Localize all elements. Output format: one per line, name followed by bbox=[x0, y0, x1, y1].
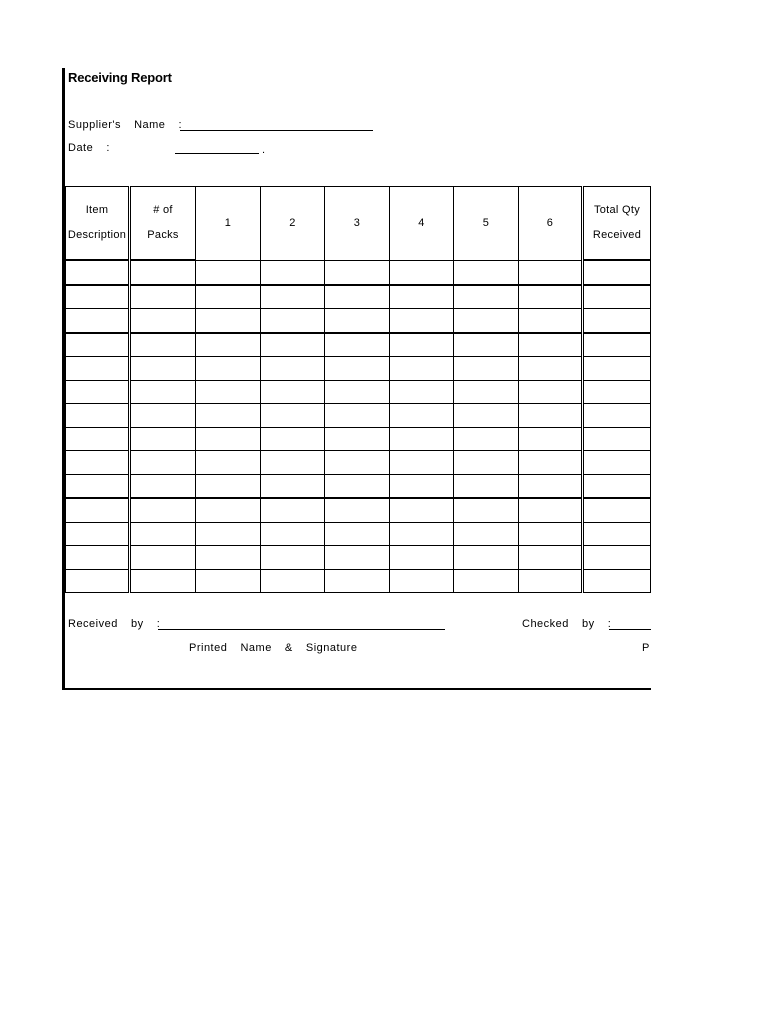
checked-by-label: Checked by : bbox=[522, 618, 612, 630]
table-cell[interactable] bbox=[196, 309, 261, 333]
table-row bbox=[66, 498, 651, 522]
table-row bbox=[66, 333, 651, 357]
receiving-table bbox=[65, 186, 651, 593]
table-cell[interactable] bbox=[519, 569, 583, 593]
table-cell[interactable] bbox=[196, 451, 261, 475]
table-cell[interactable] bbox=[325, 474, 390, 498]
table-cell[interactable] bbox=[130, 451, 196, 475]
table-cell[interactable] bbox=[519, 333, 583, 357]
table-cell[interactable] bbox=[454, 380, 519, 404]
checked-printed-name-label: P bbox=[642, 642, 650, 654]
table-cell[interactable] bbox=[261, 522, 325, 546]
header-total-qty-received: Total Qty Received bbox=[583, 187, 651, 261]
table-cell[interactable] bbox=[583, 498, 651, 522]
supplier-name-label: Supplier's Name : bbox=[68, 119, 183, 131]
table-row bbox=[66, 357, 651, 381]
table-cell[interactable] bbox=[583, 451, 651, 475]
table-cell[interactable] bbox=[390, 357, 454, 381]
table-cell[interactable] bbox=[66, 451, 130, 475]
table-cell[interactable] bbox=[196, 380, 261, 404]
table-cell[interactable] bbox=[583, 546, 651, 570]
table-row bbox=[66, 451, 651, 475]
table-cell[interactable] bbox=[390, 333, 454, 357]
date-label: Date : bbox=[68, 142, 110, 154]
table-cell[interactable] bbox=[519, 357, 583, 381]
table-row bbox=[66, 380, 651, 404]
table-cell[interactable] bbox=[325, 333, 390, 357]
table-cell[interactable] bbox=[519, 474, 583, 498]
table-cell[interactable] bbox=[196, 404, 261, 428]
table-cell[interactable] bbox=[583, 380, 651, 404]
table-cell[interactable] bbox=[130, 309, 196, 333]
table-row bbox=[66, 285, 651, 309]
table-cell[interactable] bbox=[130, 498, 196, 522]
table-row bbox=[66, 569, 651, 593]
table-cell[interactable] bbox=[519, 427, 583, 451]
table-cell[interactable] bbox=[130, 404, 196, 428]
table-cell[interactable] bbox=[390, 404, 454, 428]
table-cell[interactable] bbox=[325, 309, 390, 333]
table-cell[interactable] bbox=[454, 260, 519, 285]
table-cell[interactable] bbox=[325, 260, 390, 285]
table-cell[interactable] bbox=[454, 309, 519, 333]
table-cell[interactable] bbox=[583, 333, 651, 357]
table-cell[interactable] bbox=[390, 427, 454, 451]
table-cell[interactable] bbox=[66, 333, 130, 357]
table-cell[interactable] bbox=[130, 569, 196, 593]
table-cell[interactable] bbox=[261, 260, 325, 285]
table-cell[interactable] bbox=[66, 569, 130, 593]
table-cell[interactable] bbox=[196, 546, 261, 570]
table-cell[interactable] bbox=[454, 569, 519, 593]
header-col-6: 6 bbox=[519, 187, 583, 261]
table-cell[interactable] bbox=[325, 522, 390, 546]
table-row bbox=[66, 404, 651, 428]
table-row bbox=[66, 309, 651, 333]
table-cell[interactable] bbox=[196, 333, 261, 357]
table-cell[interactable] bbox=[519, 546, 583, 570]
table-cell[interactable] bbox=[66, 474, 130, 498]
table-row bbox=[66, 260, 651, 285]
table-header-row bbox=[66, 187, 651, 261]
table-cell[interactable] bbox=[390, 380, 454, 404]
table-cell[interactable] bbox=[325, 380, 390, 404]
table-row bbox=[66, 427, 651, 451]
table-cell[interactable] bbox=[519, 498, 583, 522]
table-cell[interactable] bbox=[261, 474, 325, 498]
table-cell[interactable] bbox=[454, 522, 519, 546]
table-cell[interactable] bbox=[66, 309, 130, 333]
table-cell[interactable] bbox=[519, 309, 583, 333]
checked-by-line bbox=[609, 629, 651, 630]
table-cell[interactable] bbox=[130, 522, 196, 546]
table-cell[interactable] bbox=[261, 285, 325, 309]
table-cell[interactable] bbox=[390, 309, 454, 333]
table-cell[interactable] bbox=[454, 474, 519, 498]
table-cell[interactable] bbox=[454, 357, 519, 381]
table-cell[interactable] bbox=[454, 285, 519, 309]
table-cell[interactable] bbox=[66, 546, 130, 570]
table-cell[interactable] bbox=[196, 260, 261, 285]
table-cell[interactable] bbox=[130, 380, 196, 404]
table-cell[interactable] bbox=[325, 427, 390, 451]
table-cell[interactable] bbox=[519, 404, 583, 428]
table-cell[interactable] bbox=[325, 569, 390, 593]
table-cell[interactable] bbox=[390, 451, 454, 475]
table-cell[interactable] bbox=[390, 285, 454, 309]
table-cell[interactable] bbox=[261, 546, 325, 570]
header-col-3: 3 bbox=[325, 187, 390, 261]
header-col-4: 4 bbox=[390, 187, 454, 261]
table-cell[interactable] bbox=[390, 522, 454, 546]
header-col-5: 5 bbox=[454, 187, 519, 261]
table-cell[interactable] bbox=[261, 498, 325, 522]
date-line bbox=[175, 153, 259, 154]
table-cell[interactable] bbox=[519, 380, 583, 404]
table-cell[interactable] bbox=[325, 404, 390, 428]
table-cell[interactable] bbox=[66, 357, 130, 381]
table-cell[interactable] bbox=[130, 333, 196, 357]
table-cell[interactable] bbox=[390, 546, 454, 570]
table-cell[interactable] bbox=[66, 522, 130, 546]
report-title: Receiving Report bbox=[68, 70, 172, 85]
table-row bbox=[66, 522, 651, 546]
table-cell[interactable] bbox=[196, 357, 261, 381]
table-cell[interactable] bbox=[390, 474, 454, 498]
header-item-description: Item Description bbox=[66, 187, 130, 261]
table-cell[interactable] bbox=[66, 260, 130, 285]
table-cell[interactable] bbox=[261, 357, 325, 381]
table-cell[interactable] bbox=[390, 260, 454, 285]
table-cell[interactable] bbox=[325, 546, 390, 570]
printed-name-signature-label: Printed Name & Signature bbox=[189, 642, 358, 654]
table-cell[interactable] bbox=[261, 380, 325, 404]
table-cell[interactable] bbox=[261, 333, 325, 357]
received-by-label: Received by : bbox=[68, 618, 161, 630]
receiving-report-form bbox=[62, 68, 651, 690]
table-cell[interactable] bbox=[196, 569, 261, 593]
table-cell[interactable] bbox=[196, 522, 261, 546]
table-cell[interactable] bbox=[196, 285, 261, 309]
table-cell[interactable] bbox=[519, 451, 583, 475]
table-cell[interactable] bbox=[196, 474, 261, 498]
table-cell[interactable] bbox=[519, 260, 583, 285]
table-cell[interactable] bbox=[261, 404, 325, 428]
table-cell[interactable] bbox=[390, 569, 454, 593]
table-cell[interactable] bbox=[454, 404, 519, 428]
table-cell[interactable] bbox=[66, 285, 130, 309]
table-cell[interactable] bbox=[130, 546, 196, 570]
table-cell[interactable] bbox=[454, 451, 519, 475]
table-cell[interactable] bbox=[583, 357, 651, 381]
table-cell[interactable] bbox=[66, 427, 130, 451]
table-cell[interactable] bbox=[261, 451, 325, 475]
table-cell[interactable] bbox=[325, 451, 390, 475]
header-col-2: 2 bbox=[261, 187, 325, 261]
table-cell[interactable] bbox=[130, 357, 196, 381]
table-cell[interactable] bbox=[130, 260, 196, 285]
table-cell[interactable] bbox=[583, 569, 651, 593]
table-row bbox=[66, 546, 651, 570]
table-cell[interactable] bbox=[261, 569, 325, 593]
table-cell[interactable] bbox=[583, 427, 651, 451]
table-cell[interactable] bbox=[454, 427, 519, 451]
table-cell[interactable] bbox=[325, 498, 390, 522]
table-row bbox=[66, 474, 651, 498]
table-cell[interactable] bbox=[130, 474, 196, 498]
table-cell[interactable] bbox=[454, 498, 519, 522]
table-cell[interactable] bbox=[130, 285, 196, 309]
table-cell[interactable] bbox=[196, 498, 261, 522]
table-cell[interactable] bbox=[519, 285, 583, 309]
table-cell[interactable] bbox=[454, 333, 519, 357]
table-cell[interactable] bbox=[66, 404, 130, 428]
table-cell[interactable] bbox=[261, 427, 325, 451]
table-cell[interactable] bbox=[583, 404, 651, 428]
received-by-line bbox=[158, 629, 445, 630]
table-cell[interactable] bbox=[583, 285, 651, 309]
table-cell[interactable] bbox=[325, 357, 390, 381]
table-body bbox=[66, 260, 651, 593]
table-cell[interactable] bbox=[325, 285, 390, 309]
table-cell[interactable] bbox=[66, 380, 130, 404]
table-cell[interactable] bbox=[130, 427, 196, 451]
header-col-1: 1 bbox=[196, 187, 261, 261]
table-cell[interactable] bbox=[519, 522, 583, 546]
table-cell[interactable] bbox=[583, 260, 651, 285]
table-cell[interactable] bbox=[66, 498, 130, 522]
table-cell[interactable] bbox=[454, 546, 519, 570]
table-cell[interactable] bbox=[583, 309, 651, 333]
table-cell[interactable] bbox=[583, 522, 651, 546]
header-number-of-packs: # of Packs bbox=[130, 187, 196, 261]
date-suffix: . bbox=[262, 144, 266, 156]
supplier-name-line bbox=[180, 130, 373, 131]
table-cell[interactable] bbox=[390, 498, 454, 522]
table-cell[interactable] bbox=[261, 309, 325, 333]
table-cell[interactable] bbox=[583, 474, 651, 498]
table-cell[interactable] bbox=[196, 427, 261, 451]
